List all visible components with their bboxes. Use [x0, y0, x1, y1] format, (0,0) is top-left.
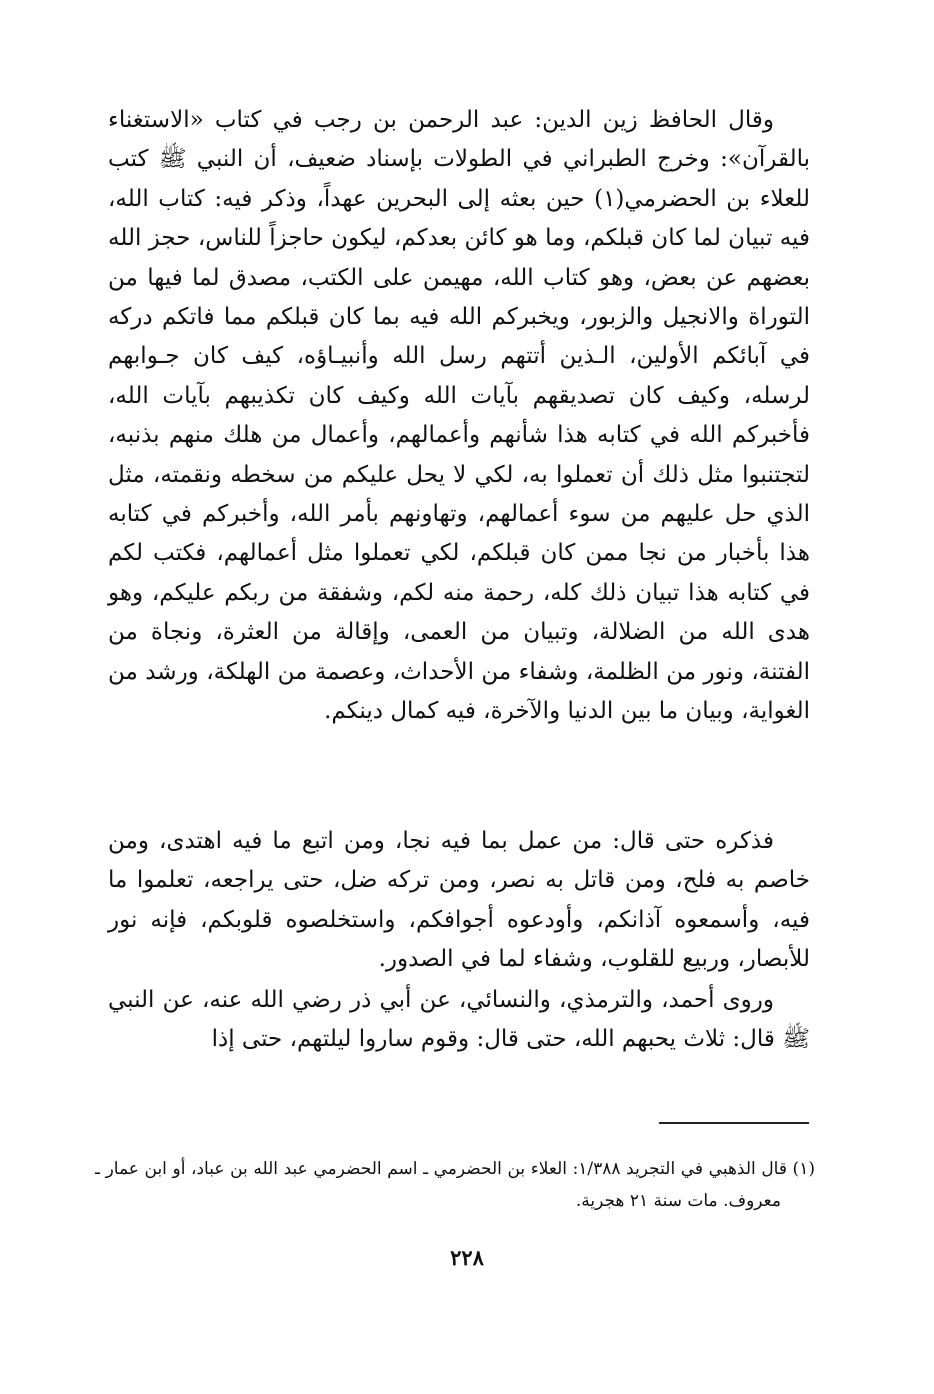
paragraph-text: وروى أحمد، والترمذي، والنسائي، عن أبي ذر رضي الله عنه، عن النبي ﷺ قال: ثلاث يحبهم الله، حتى قال: وقوم ساروا ليلتهم، حتى إذا: [108, 987, 810, 1053]
body-paragraph-1: [108, 101, 810, 732]
body-paragraph-2: [108, 822, 810, 980]
paragraph-text: وقال الحافظ زين الدين: عبد الرحمن بن رجب في كتاب «الاستغناء بالقرآن»: وخرج الطبراني في الطولات بإسناد ضعيف، أن النبي ﷺ كتب للعلاء بن الحضرمي(١) حين بعثه إلى البحرين عهداً، وذكر فيه: كتاب الله، فيه تبيان لما كان قبلكم، وما هو كائن بعدكم، ليكون حاجزاً للناس، حجز الله بعضهم عن بعض، وهو كتاب الله، مهيمن على الكتب، مصدق لما فيها من التوراة والانجيل والزبور، ويخبركم الله فيه بما كان قبلكم مما فاتكم دركه في آبائكم الأولين، الـذين أتتهم رسل الله وأنبيـاؤه، كيف كان جـوابهم لرسله، وكيف كان تصديقهم بآيات الله وكيف كان تكذيبهم بآيات الله، فأخبركم الله في كتابه هذا شأنهم وأعمالهم، وأعمال من هلك منهم بذنبه، لتجتنبوا مثل ذلك أن تعملوا به، لكي لا يحل عليكم من سخطه ونقمته، مثل الذي حل عليهم من سوء أعمالهم، وتهاونهم بأمر الله، وأخبركم في كتابه هذا بأخبار من نجا ممن كان قبلكم، لكي تعملوا مثل أعمالهم، فكتب لكم في كتابه هذا تبيان ذلك كله، رحمة منه لكم، وشفقة من ربكم عليكم، وهو هدى الله من الضلالة، وتبيان من العمى، وإقالة من العثرة، ونجاة من الفتنة، ونور من الظلمة، وشفاء من الأحداث، وعصمة من الهلكة، ورشد من الغواية، وبيان ما بين الدنيا والآخرة، فيه كمال دينكم.: [108, 107, 810, 725]
footnote: [95, 1153, 815, 1217]
body-paragraph-3: [108, 981, 810, 1060]
footnote-text: (١) قال الذهبي في التجريد ١/٣٨٨: العلاء بن الحضرمي ـ اسم الحضرمي عبد الله بن عباد، أو ابن عمار ـ معروف. مات سنة ٢١ هجرية.: [95, 1159, 815, 1211]
paragraph-text: فذكره حتى قال: من عمل بما فيه نجا، ومن اتبع ما فيه اهتدى، ومن خاصم به فلح، ومن قاتل به نصر، ومن تركه ضل، حتى يراجعه، تعلموا ما فيه، وأسمعوه آذانكم، وأودعوه أجوافكم، واستخلصوه قلوبكم، فإنه نور للأبصار، وربيع للقلوب، وشفاء لما في الصدور.: [108, 828, 810, 973]
page-number: ٢٢٨: [450, 1245, 484, 1270]
footnote-separator: [659, 1122, 809, 1124]
